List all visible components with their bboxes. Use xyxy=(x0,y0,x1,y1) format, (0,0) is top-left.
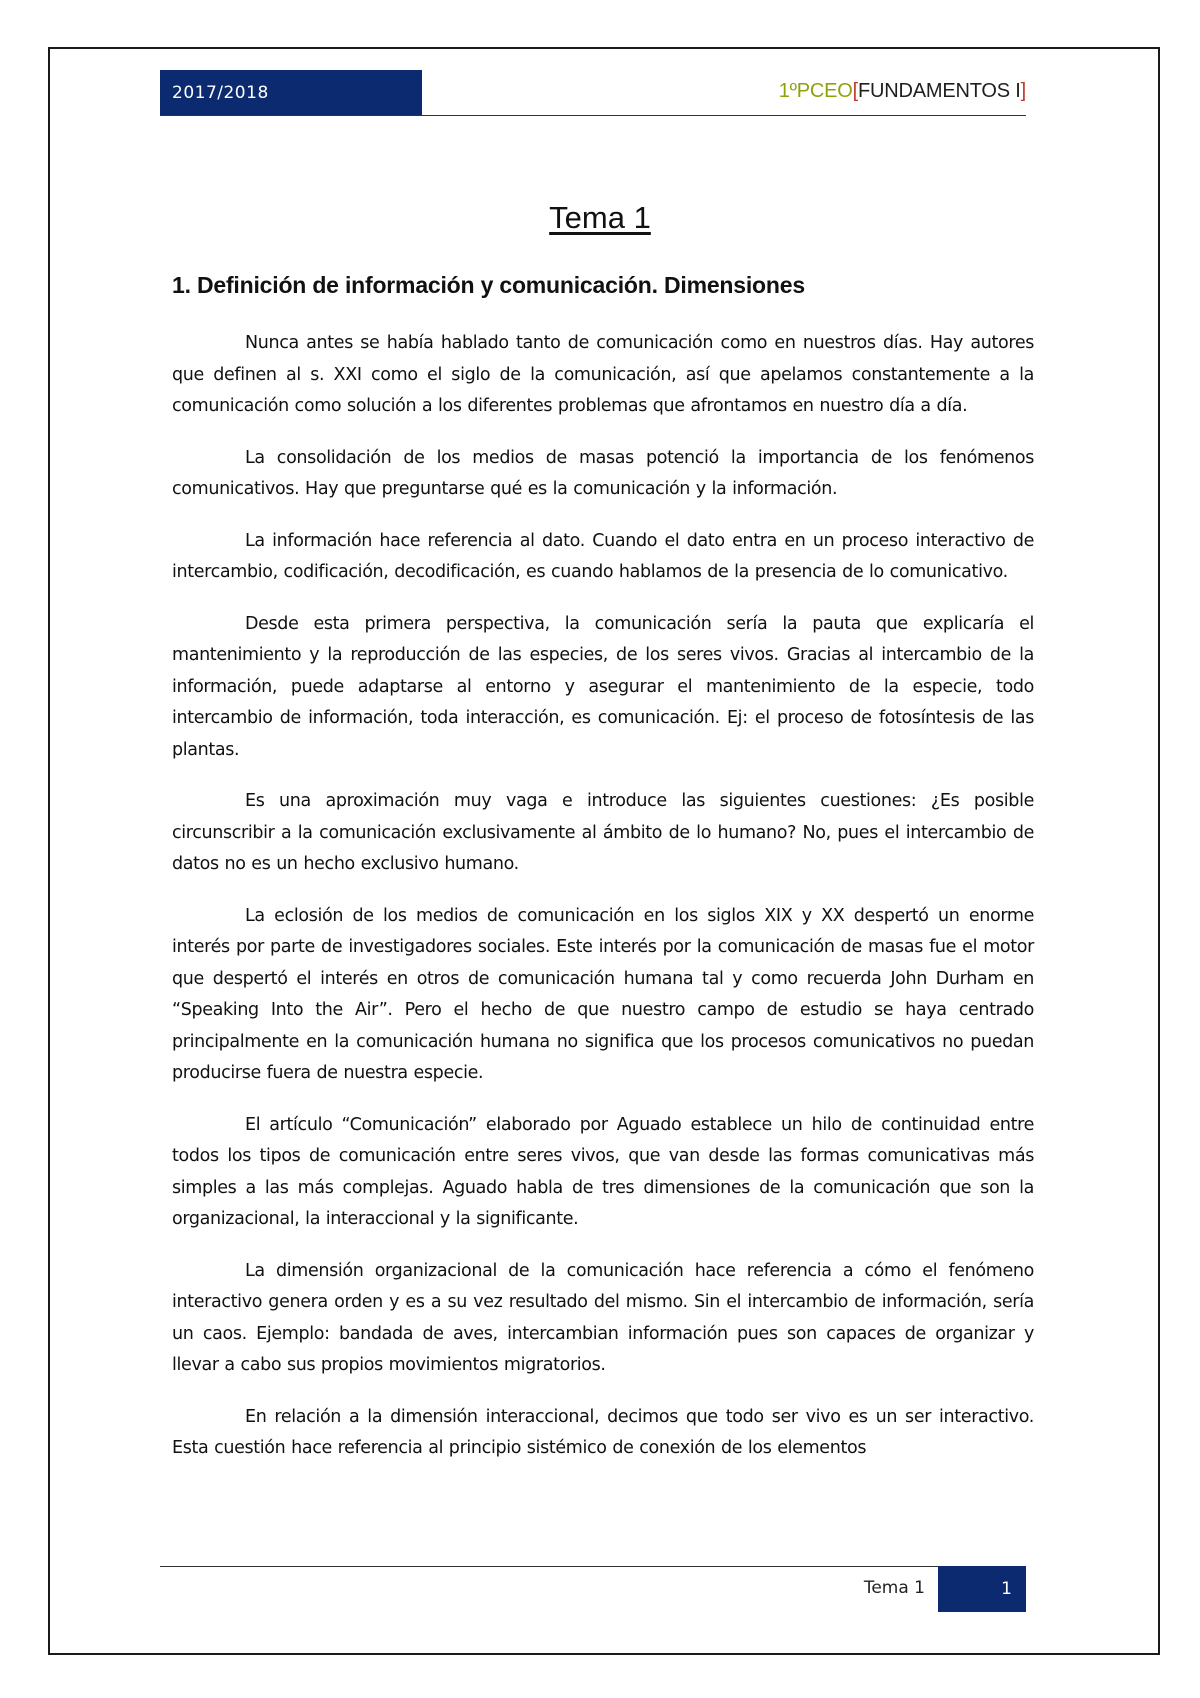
paragraph: La consolidación de los medios de masas potenció la importancia de los fenómenos comunicativos. Hay que preguntarse qué es la comunicación y la información. xyxy=(172,447,1034,499)
paragraph: La dimensión organizacional de la comunicación hace referencia a cómo el fenómeno interactivo genera orden y es a su vez resultado del mismo. Sin el intercambio de información, sería un caos. Ejemplo: bandada de aves, intercambian información pues son capaces de organizar y llevar a cabo sus propios movimientos migratorios. xyxy=(172,1260,1034,1375)
header-course-name: FUNDAMENTOS I xyxy=(858,80,1021,102)
body-text xyxy=(172,328,1034,1465)
header-divider xyxy=(160,115,1026,116)
header-course-title xyxy=(779,80,1026,103)
paragraph: En relación a la dimensión interaccional, decimos que todo ser vivo es un ser interactivo. Esta cuestión hace referencia al principio sistémico de conexión de los elementos xyxy=(172,1406,1034,1458)
paragraph: Es una aproximación muy vaga e introduce las siguientes cuestiones: ¿Es posible circunscribir a la comunicación exclusivamente al ámbito de lo humano? No, pues el intercambio de datos no es un hecho exclusivo humano. xyxy=(172,791,1034,874)
header-year-badge xyxy=(160,70,422,116)
section-heading: 1. Definición de información y comunicación. Dimensiones xyxy=(172,272,805,298)
header-bracket-open: [ xyxy=(852,80,859,102)
footer-label: Tema 1 xyxy=(863,1578,925,1598)
document-title: Tema 1 xyxy=(549,200,651,235)
page-number-badge xyxy=(938,1566,1026,1612)
paragraph: Nunca antes se había hablado tanto de comunicación como en nuestros días. Hay autores que definen al s. XXI como el siglo de la comunicación, así que apelamos constantemente a la comunicación como solución a los diferentes problemas que afrontamos en nuestro día a día. xyxy=(172,333,1034,416)
header-course-prefix: 1ºPCEO xyxy=(778,80,853,102)
header-year: 2017/2018 xyxy=(172,83,269,103)
header-bracket-close: ] xyxy=(1020,80,1026,102)
paragraph: La información hace referencia al dato. Cuando el dato entra en un proceso interactivo de intercambio, codificación, decodificación, es cuando hablamos de la presencia de lo comunicativo. xyxy=(172,530,1034,582)
paragraph: Desde esta primera perspectiva, la comunicación sería la pauta que explicaría el mantenimiento y la reproducción de las especies, de los seres vivos. Gracias al intercambio de la información, puede adaptarse al entorno y asegurar el mantenimiento de la especie, todo intercambio de información, toda interacción, es comunicación. Ej: el proceso de fotosíntesis de las plantas. xyxy=(172,613,1034,760)
paragraph: El artículo “Comunicación” elaborado por Aguado establece un hilo de continuidad entre todos los tipos de comunicación entre seres vivos, que van desde las formas comunicativas más simples a las más complejas. Aguado habla de tres dimensiones de la comunicación que son la organizacional, la interaccional y la significante. xyxy=(172,1114,1034,1229)
footer-divider xyxy=(160,1566,1026,1567)
paragraph: La eclosión de los medios de comunicación en los siglos XIX y XX despertó un enorme interés por parte de investigadores sociales. Este interés por la comunicación de masas fue el motor que despertó el interés en otros de comunicación humana tal y como recuerda John Durham en “Speaking Into the Air”. Pero el hecho de que nuestro campo de estudio se haya centrado principalmente en la comunicación humana no significa que los procesos comunicativos no puedan producirse fuera de nuestra especie. xyxy=(172,905,1034,1083)
page-number: 1 xyxy=(1001,1579,1012,1599)
